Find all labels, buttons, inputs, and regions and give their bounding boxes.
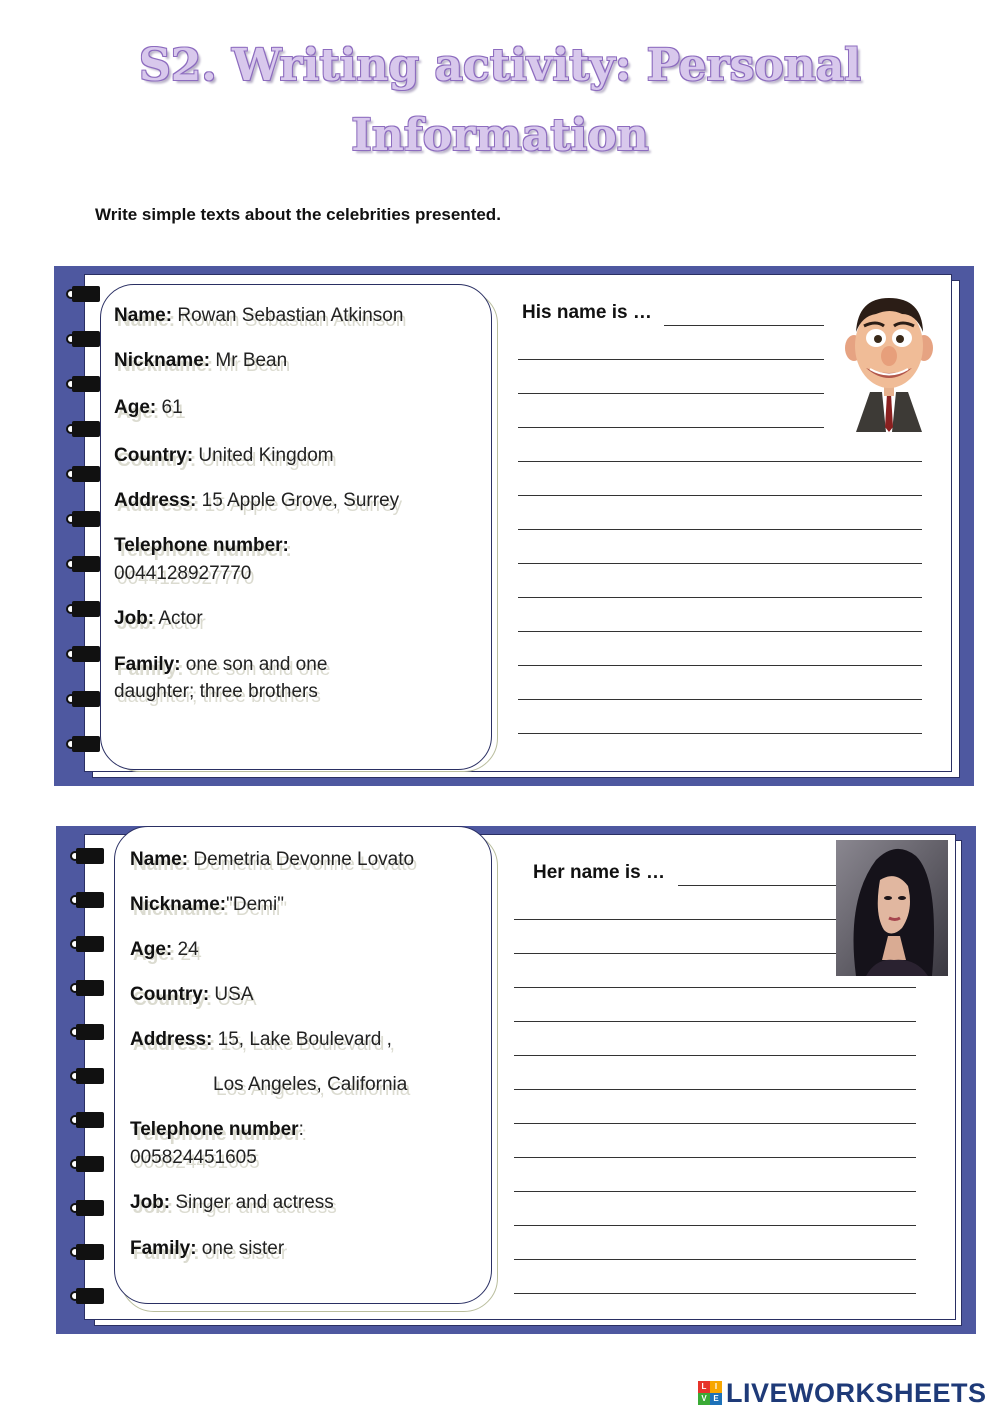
field-value: Rowan Sebastian Atkinson: [172, 305, 404, 326]
field-nickname: [130, 891, 284, 919]
field-label: Family:: [130, 1238, 197, 1259]
field-address: [114, 487, 399, 515]
writing-prompt: His name is …: [522, 302, 652, 323]
field-label: Country:: [114, 445, 194, 466]
field-label: Telephone number: [130, 1119, 299, 1140]
field-name: [114, 302, 403, 330]
field-label-suffix: :: [298, 1119, 304, 1140]
field-value: daughter; three brothers: [114, 681, 318, 702]
field-value: Singer and actress: [170, 1192, 334, 1213]
field-value: 61: [156, 397, 183, 418]
field-value: "Demi": [226, 894, 284, 915]
field-address-cont: [213, 1071, 407, 1099]
field-value: United Kingdom: [193, 445, 334, 466]
worksheet-title-line-1: S2. Writing activity: Personal: [139, 40, 861, 91]
field-value: 15 Apple Grove, Surrey: [196, 490, 400, 511]
field-job: [114, 605, 203, 633]
field-label: Name:: [130, 849, 189, 870]
field-telephone: [130, 1116, 304, 1144]
field-label: Telephone number:: [114, 535, 289, 556]
cartoon-man-portrait-icon: [842, 292, 936, 432]
field-label: Name:: [114, 305, 173, 326]
field-label: Nickname:: [130, 894, 227, 915]
field-label: Address:: [114, 490, 197, 511]
celebrity-card-1: [54, 266, 974, 786]
field-label: Country:: [130, 984, 210, 1005]
liveworksheets-logo-icon: L I V E: [698, 1381, 722, 1405]
liveworksheets-logo-text: LIVEWORKSHEETS: [726, 1377, 987, 1408]
field-family-cont: [114, 678, 318, 706]
worksheet-title-line-2: Information: [351, 110, 649, 161]
field-job: [130, 1189, 334, 1217]
field-label: Nickname:: [114, 350, 211, 371]
field-value: USA: [209, 984, 254, 1005]
field-label: Age:: [130, 939, 173, 960]
field-value: 24: [172, 939, 199, 960]
field-value: Los Angeles, California: [213, 1074, 408, 1095]
field-nickname: [114, 347, 287, 375]
field-value: Mr Bean: [210, 350, 288, 371]
field-family: [130, 1235, 284, 1263]
liveworksheets-logo: [698, 1378, 987, 1408]
field-telephone-value: [114, 560, 251, 588]
instruction-text: Write simple texts about the celebrities presented.: [95, 205, 501, 224]
field-name: [130, 846, 414, 874]
field-age: [130, 936, 199, 964]
field-label: Job:: [130, 1192, 171, 1213]
field-telephone-value: [130, 1144, 257, 1172]
field-value: 15, Lake Boulevard ,: [212, 1029, 392, 1050]
field-country: [130, 981, 254, 1009]
field-value: 0044128927770: [114, 563, 252, 584]
field-family: [114, 651, 327, 679]
woman-portrait-icon: [836, 840, 948, 976]
field-label: Address:: [130, 1029, 213, 1050]
field-value: Actor: [154, 608, 203, 629]
field-label: Age:: [114, 397, 157, 418]
field-value: Demetria Devonne Lovato: [188, 849, 415, 870]
field-telephone: [114, 532, 289, 560]
field-age: [114, 394, 183, 422]
celebrity-card-2: [56, 826, 976, 1334]
field-value: one son and one: [180, 654, 328, 675]
field-label: Family:: [114, 654, 181, 675]
field-label: Job:: [114, 608, 155, 629]
writing-prompt: Her name is …: [533, 862, 665, 883]
field-value: 005824451605: [130, 1147, 257, 1168]
field-address: [130, 1026, 392, 1054]
field-country: [114, 442, 334, 470]
field-value: one sister: [196, 1238, 285, 1259]
